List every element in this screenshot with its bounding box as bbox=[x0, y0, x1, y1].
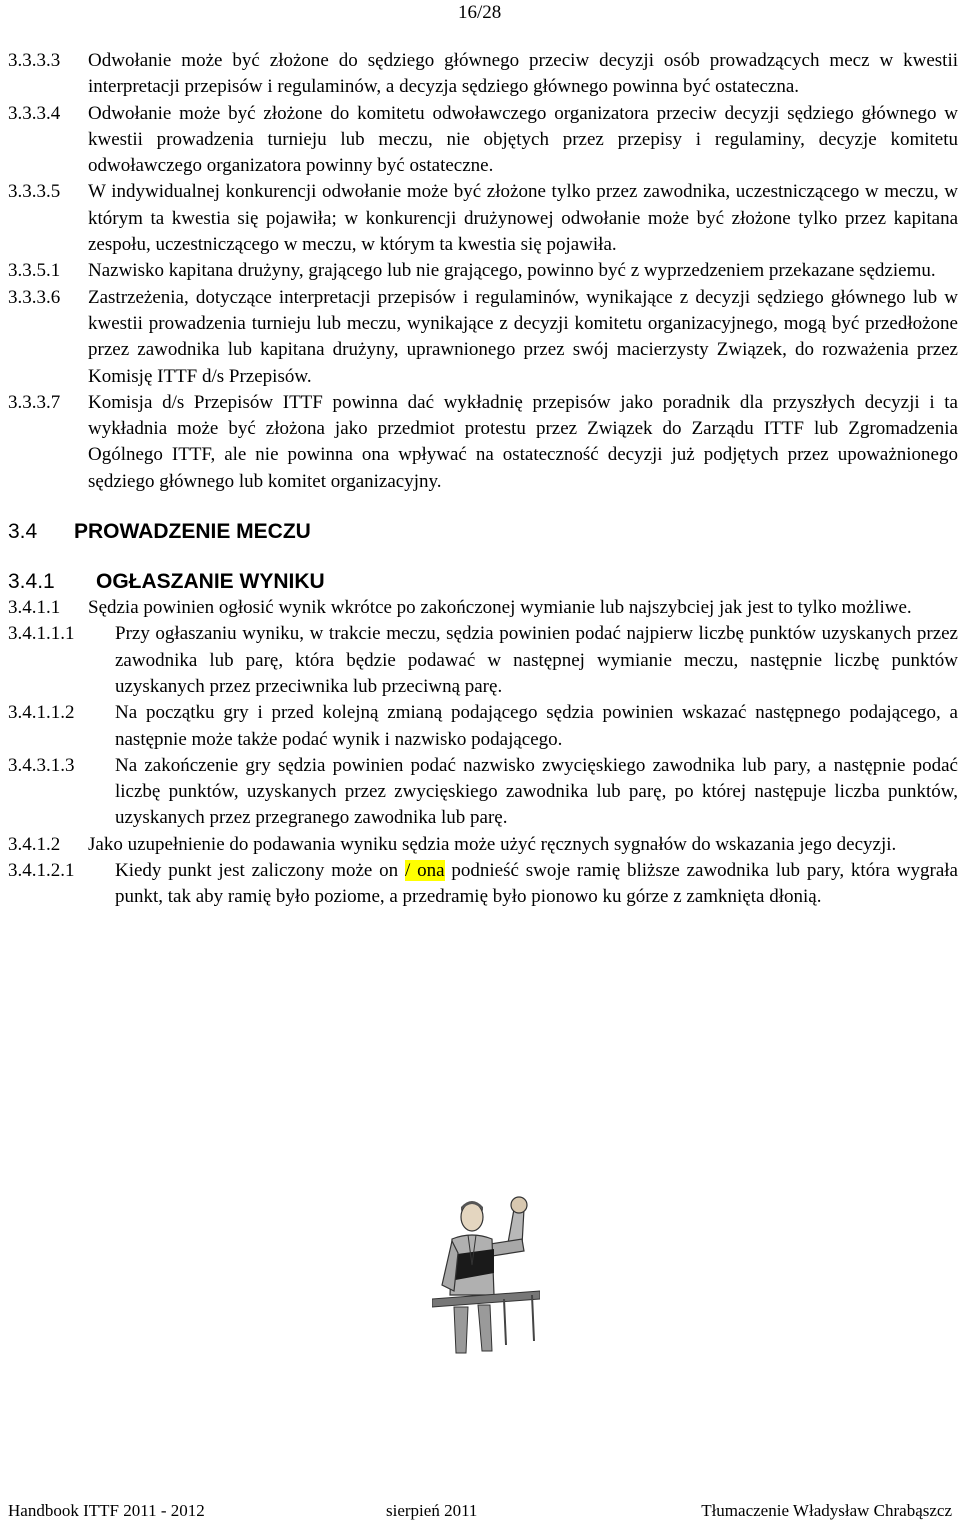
section-text: Odwołanie może być złożone do komitetu odwoławczego organizatora przeciw decyzji sędziego głównego w kwestii prowadzenia turnieju lub meczu, nie objętych przez przepisy i regulaminy, decyzje komitetu odwoławczego organizatora powinny być ostateczne. bbox=[88, 102, 958, 177]
heading-number: 3.4.1 bbox=[8, 570, 55, 594]
section-number: 3.3.3.4 bbox=[8, 102, 61, 124]
section-3-3-3-6 bbox=[8, 285, 958, 390]
highlighted-text: / ona bbox=[405, 860, 445, 882]
section-text: Sędzia powinien ogłosić wynik wkrótce po zakończonej wymianie lub najszybciej jak jest to tylko możliwe. bbox=[88, 597, 912, 619]
section-text: Komisja d/s Przepisów ITTF powinna dać wykładnię przepisów jako poradnik dla przyszłych decyzji i ta wykładnia może być złożona jako przedmiot protestu przez Związek do Zarządu ITTF lub Zgromadzenia Ogólnego ITTF, ale nie powinna ona wpływać na ostateczność decyzji już podjętych przez upoważnionego sędziego głównego lub komitet organizacyjny. bbox=[88, 391, 958, 492]
text-before: Kiedy punkt jest zaliczony może on bbox=[115, 860, 406, 882]
section-number: 3.3.3.3 bbox=[8, 50, 61, 71]
section-3-4-1-1 bbox=[8, 595, 958, 621]
footer-center: sierpień 2011 bbox=[386, 1501, 478, 1520]
section-text: Odwołanie może być złożone do sędziego głównego przeciw decyzji osób prowadzących mecz w kwestii interpretacji przepisów i regulaminów, a decyzja sędziego głównego powinna być ostateczna. bbox=[88, 50, 958, 98]
section-number: 3.4.1.1.2 bbox=[8, 702, 75, 724]
section-number: 3.3.3.7 bbox=[8, 391, 61, 413]
section-text: Zastrzeżenia, dotyczące interpretacji przepisów i regulaminów, wynikające z decyzji sędziego głównego lub w kwestii prowadzenia turnieju lub meczu, wynikające z decyzji komitetu organizacyjnego, mogą być przedłożone przez zawodnika lub kapitana drużyny, uprawnionego przez swój macierzysty Związek, do rozważenia przez Komisję ITTF d/s Przepisów. bbox=[88, 286, 958, 387]
section-text: W indywidualnej konkurencji odwołanie może być złożone tylko przez zawodnika, uczestniczącego w meczu, w którym ta kwestia się pojawiła; w konkurencji drużynowej odwołanie może być złożone tylko przez kapitana zespołu, uczestniczącego w meczu, w którym ta kwestia się pojawiła. bbox=[88, 181, 958, 256]
section-3-4-1-1-2 bbox=[8, 700, 958, 753]
section-number: 3.4.1.2 bbox=[8, 833, 61, 855]
section-3-4-1-1-1 bbox=[8, 621, 958, 700]
section-number: 3.4.1.1.1 bbox=[8, 623, 75, 645]
section-3-3-5-1 bbox=[8, 258, 958, 284]
section-text: Jako uzupełnienie do podawania wyniku sędzia może użyć ręcznych sygnałów do wskazania jego decyzji. bbox=[88, 833, 897, 855]
text-after: podnieść swoje ramię bliższe zawodnika lub pary, która wygrała punkt, tak aby ramię było poziome, a przedramię było pionowo ku górze z zamknięta dłonią. bbox=[115, 860, 958, 908]
section-number: 3.4.1.1 bbox=[8, 597, 61, 619]
umpire-raised-arm-illustration bbox=[432, 1195, 540, 1357]
heading-3-4 bbox=[8, 519, 958, 545]
section-3-4-1-2-1 bbox=[8, 858, 958, 911]
heading-number: 3.4 bbox=[8, 520, 38, 544]
section-3-3-3-4 bbox=[8, 101, 958, 180]
footer-left: Handbook ITTF 2011 - 2012 bbox=[8, 1501, 205, 1520]
heading-3-4-1 bbox=[8, 569, 958, 595]
section-3-3-3-7 bbox=[8, 390, 958, 495]
heading-title: PROWADZENIE MECZU bbox=[74, 520, 311, 544]
section-text: Na początku gry i przed kolejną zmianą podającego sędzia powinien wskazać następnego podającego, a następnie może także podać wynik i nazwisko podającego. bbox=[115, 702, 958, 750]
section-number: 3.4.3.1.3 bbox=[8, 754, 75, 776]
section-3-4-1-2 bbox=[8, 832, 958, 858]
section-text: Przy ogłaszaniu wyniku, w trakcie meczu, sędzia powinien podać najpierw liczbę punktów uzyskanych przez zawodnika lub parę, która będzie podawać w następnej wymianie meczu, następnie liczbę punktów uzyskanych przez przeciwnika lub przeciwną parę. bbox=[115, 623, 958, 697]
document-body bbox=[8, 48, 958, 911]
section-3-4-3-1-3 bbox=[8, 753, 958, 832]
footer-right: Tłumaczenie Władysław Chrabąszcz bbox=[701, 1501, 952, 1520]
section-number: 3.4.1.2.1 bbox=[8, 860, 75, 882]
section-text: Nazwisko kapitana drużyny, grającego lub nie grającego, powinno być z wyprzedzeniem przekazane sędziemu. bbox=[88, 260, 936, 282]
page-number: 16/28 bbox=[458, 2, 502, 23]
section-3-3-3-3 bbox=[8, 48, 958, 101]
section-text: Na zakończenie gry sędzia powinien podać nazwisko zwycięskiego zawodnika lub pary, a następnie podać liczbę punktów, uzyskanych przez zwycięskiego zawodnika lub parę, po której następuje liczba punktów, uzyskanych przez przegranego zawodnika lub parę. bbox=[115, 754, 958, 829]
section-number: 3.3.5.1 bbox=[8, 260, 61, 282]
section-number: 3.3.3.5 bbox=[8, 181, 61, 203]
section-3-3-3-5 bbox=[8, 179, 958, 258]
section-text bbox=[115, 858, 958, 911]
heading-title: OGŁASZANIE WYNIKU bbox=[96, 570, 325, 594]
section-number: 3.3.3.6 bbox=[8, 286, 61, 308]
